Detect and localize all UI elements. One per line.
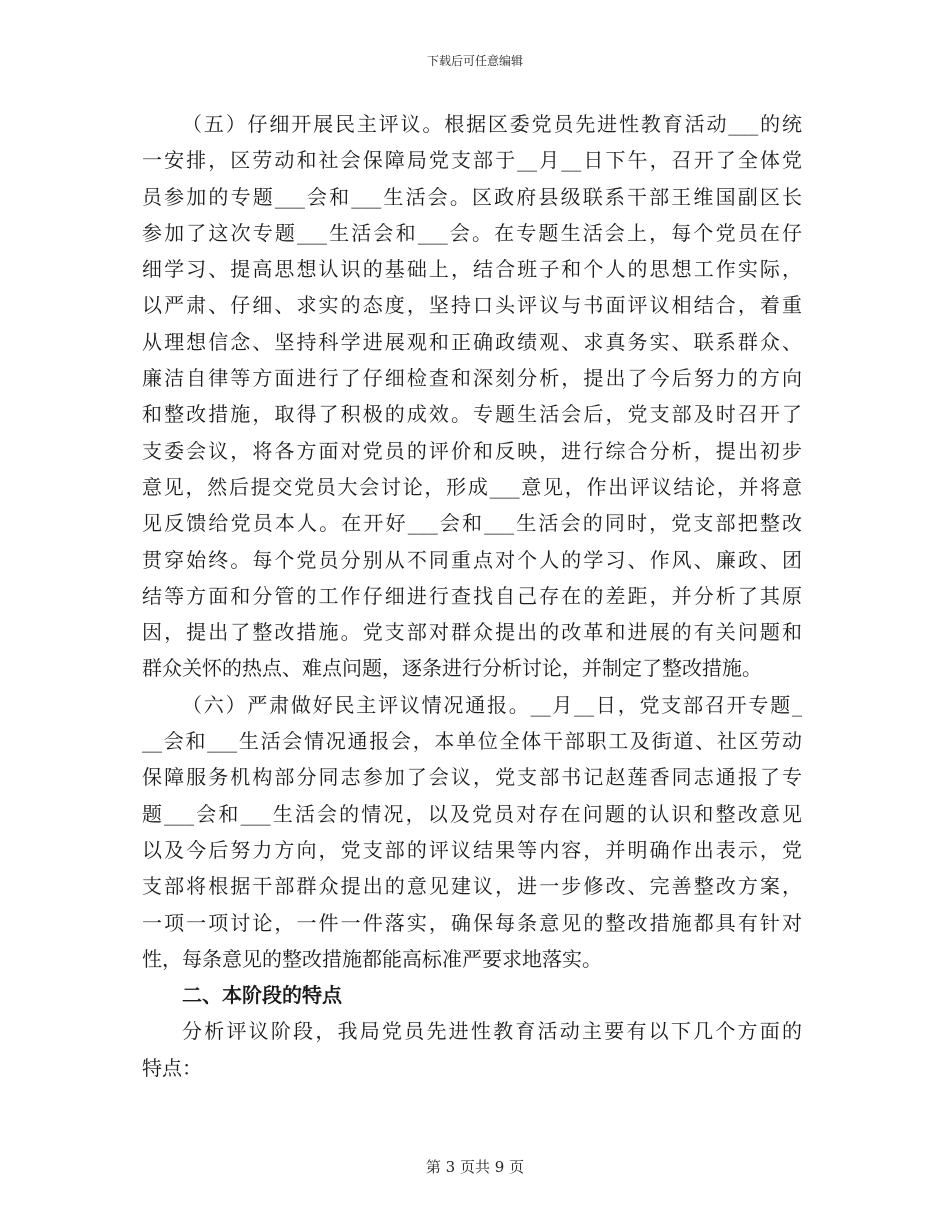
paragraph-line: 性，每条意见的整改措施都能高标准严要求地落实。 (142, 946, 602, 971)
paragraph-line: 意见，然后提交党员大会讨论，形成___意见，作出评议结论，并将意 (142, 474, 802, 499)
paragraph-line: 廉洁自律等方面进行了仔细检查和深刻分析，提出了今后努力的方向 (142, 366, 802, 391)
paragraph-line: 结等方面和分管的工作仔细进行查找自己存在的差距，并分析了其原 (142, 583, 802, 608)
paragraph-line: 见反馈给党员本人。在开好___会和___生活会的同时，党支部把整改 (142, 511, 802, 536)
paragraph-line: 因，提出了整改措施。党支部对群众提出的改革和进展的有关问题和 (142, 620, 802, 645)
paragraph-line: 从理想信念、坚持科学进展观和正确政绩观、求真务实、联系群众、 (142, 329, 802, 354)
paragraph-line: 和整改措施，取得了积极的成效。专题生活会后，党支部及时召开了 (142, 402, 802, 427)
paragraph-line: 特点： (142, 1055, 202, 1080)
paragraph-line: 一安排，区劳动和社会保障局党支部于__月__日下午，召开了全体党 (142, 148, 802, 173)
paragraph-line: 以严肃、仔细、求实的态度，坚持口头评议与书面评议相结合，着重 (142, 293, 802, 318)
paragraph-line: 保障服务机构部分同志参加了会议，党支部书记赵莲香同志通报了专 (142, 765, 802, 790)
paragraph-line: 一项一项讨论，一件一件落实，确保每条意见的整改措施都具有针对 (142, 910, 802, 935)
paragraph-line: 支部将根据干部群众提出的意见建议，进一步修改、完善整改方案， (142, 874, 802, 899)
paragraph-line: 员参加的专题___会和___生活会。区政府县级联系干部王维国副区长 (142, 184, 802, 209)
paragraph-line: 贯穿始终。每个党员分别从不同重点对个人的学习、作风、廉政、团 (142, 547, 802, 572)
paragraph-line: 题___会和___生活会的情况，以及党员对存在问题的认识和整改意见 (142, 801, 802, 826)
paragraph-line: 群众关怀的热点、难点问题，逐条进行分析讨论，并制定了整改措施。 (142, 656, 762, 681)
paragraph-line: 以及今后努力方向，党支部的评议结果等内容，并明确作出表示，党 (142, 837, 802, 862)
paragraph-line: 细学习、提高思想认识的基础上，结合班子和个人的思想工作实际， (142, 257, 802, 282)
page-footer: 第 3 页共 9 页 (425, 1158, 525, 1176)
section-heading: 二、本阶段的特点 (182, 983, 342, 1008)
paragraph-line: （五）仔细开展民主评议。根据区委党员先进性教育活动___的统 (182, 112, 802, 136)
paragraph-line: 分析评议阶段，我局党员先进性教育活动主要有以下几个方面的 (182, 1019, 802, 1044)
paragraph-line: __会和___生活会情况通报会，本单位全体干部职工及街道、社区劳动 (142, 729, 802, 754)
paragraph-line: 参加了这次专题___生活会和___会。在专题生活会上，每个党员在仔 (142, 220, 802, 245)
paragraph-line: （六）严肃做好民主评议情况通报。__月__日，党支部召开专题_ (182, 692, 802, 717)
page-header: 下载后可任意编辑 (426, 54, 523, 68)
document-body (142, 106, 802, 1086)
paragraph-line: 支委会议，将各方面对党员的评价和反映，进行综合分析，提出初步 (142, 438, 802, 463)
